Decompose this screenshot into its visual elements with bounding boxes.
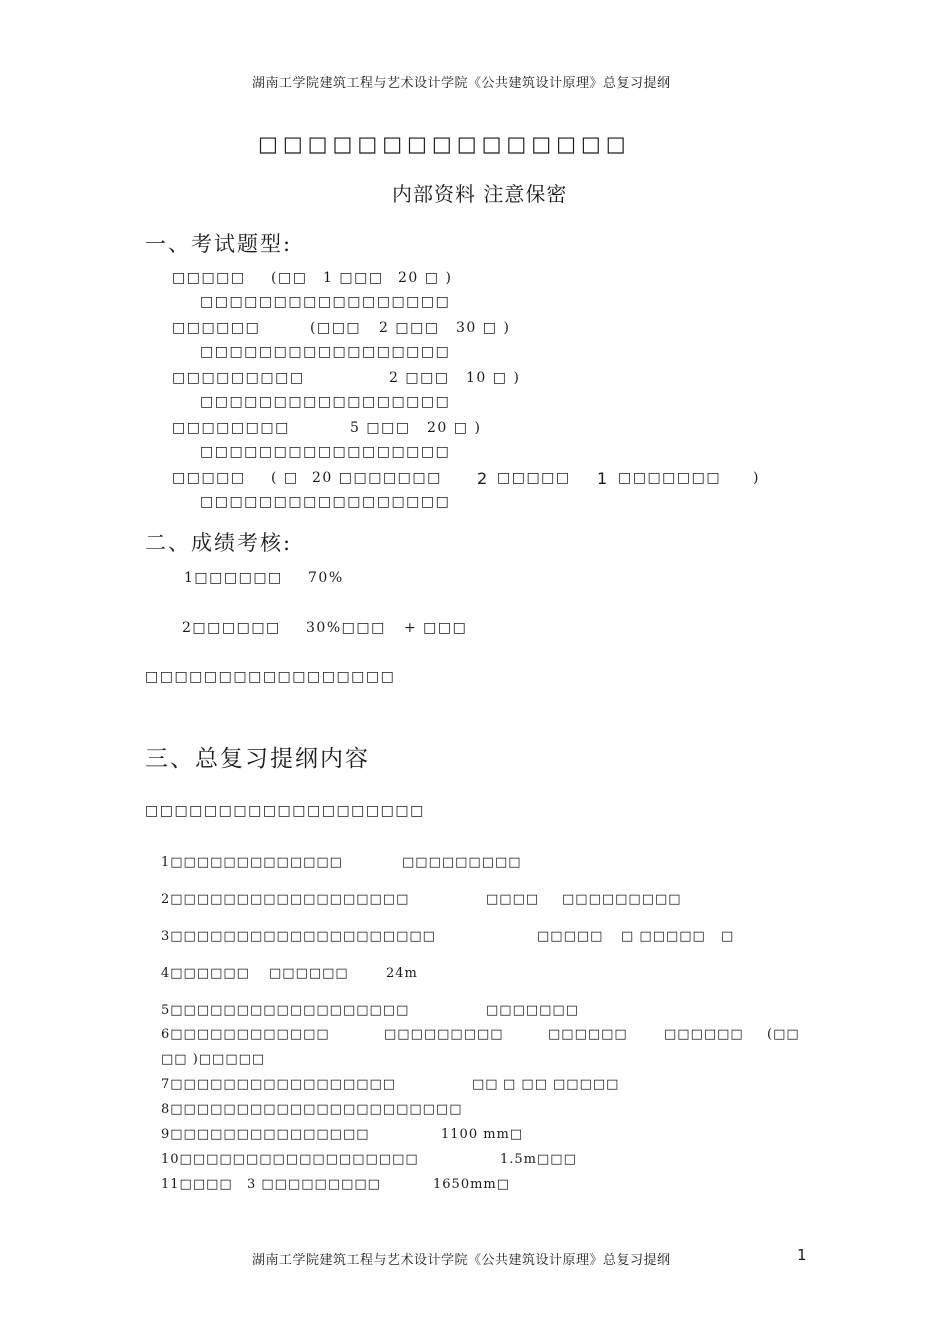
page-footer: 湖南工学院建筑工程与艺术设计学院《公共建筑设计原理》总复习提纲	[252, 1253, 671, 1268]
outline-item-answer: □ □□□□□	[621, 929, 706, 944]
document-title: □□□□□□□□□□□□□□□	[258, 132, 631, 156]
exam-type-total: 20 □ )	[427, 420, 482, 436]
outline-item-text: 1□□□□□□□□□□□□□	[161, 855, 343, 870]
outline-item-answer: □□	[472, 1077, 499, 1092]
outline-item-answer: □□□□□□□□□	[402, 855, 522, 870]
exam-type-per-score: 2 □□□	[389, 370, 450, 386]
outline-item-text: 9□□□□□□□□□□□□□□□	[161, 1127, 370, 1142]
grading-item-percent: 30%□□□	[306, 620, 386, 636]
outline-item-text-cont: □□ )□□□□□	[161, 1052, 266, 1067]
outline-item-answer: □□□□□□	[664, 1027, 744, 1042]
outline-item-text: 3□□□□□□□□□□□□□□□□□□□□	[161, 929, 436, 944]
grading-item-extra: + □□□	[404, 620, 468, 636]
exam-type-count-b: 1	[597, 469, 609, 488]
exam-type-count-a: 2	[477, 469, 489, 488]
grading-item-label: 2□□□□□□	[182, 620, 281, 636]
exam-type-name: □□□□□□	[172, 320, 261, 336]
exam-type-total: 30 □ )	[456, 320, 511, 336]
outline-item-answer: (□□	[767, 1027, 800, 1042]
exam-type-paren: (□□	[271, 270, 308, 286]
exam-type-paren: (□□□	[310, 320, 362, 336]
exam-type-name: □□□□□	[172, 470, 246, 486]
document-subtitle: 内部资料 注意保密	[392, 182, 568, 206]
outline-item-text: □□□□□□	[269, 966, 349, 981]
exam-type-note: □□□□□□□□□□□□□□□□□	[200, 294, 451, 310]
exam-type-per-score: 1 □□□	[323, 270, 384, 286]
section-heading-outline: 三、总复习提纲内容	[145, 746, 370, 772]
outline-item-answer: □□□□□□□□□	[384, 1027, 504, 1042]
outline-item-answer: 1.5m□□□	[500, 1152, 577, 1167]
grading-item-percent: 70%	[308, 570, 344, 586]
outline-item-text: 7□□□□□□□□□□□□□□□□□	[161, 1077, 397, 1092]
outline-item-text: 8□□□□□□□□□□□□□□□□□□□□□□	[161, 1102, 463, 1117]
outline-item-answer: □□□□□□□	[486, 1003, 579, 1018]
outline-item-answer: 1650mm□	[433, 1177, 511, 1192]
section-heading-grading: 二、成绩考核:	[145, 531, 293, 555]
outline-item-text: 5□□□□□□□□□□□□□□□□□□	[161, 1003, 410, 1018]
outline-item-answer: 1100 mm□	[441, 1127, 524, 1142]
exam-type-paren-close: )	[753, 470, 760, 486]
outline-item-text: 6□□□□□□□□□□□□	[161, 1027, 330, 1042]
page-number: 1	[797, 1246, 807, 1264]
exam-type-note: □□□□□□□□□□□□□□□□□	[200, 444, 451, 460]
exam-type-note: □□□□□□□□□□□□□□□□□	[200, 344, 451, 360]
outline-item-text: 4□□□□□□	[161, 966, 250, 981]
outline-item-text: 10□□□□□□□□□□□□□□□□□□	[161, 1152, 419, 1167]
outline-item-text: 3 □□□□□□□□□	[247, 1177, 381, 1192]
exam-type-name: □□□□□□□□	[172, 420, 290, 436]
outline-item-answer: □□□□□□□□□	[562, 892, 682, 907]
outline-item-answer: □	[721, 929, 735, 944]
grading-note: □□□□□□□□□□□□□□□□□	[145, 669, 396, 685]
outline-item-answer: □□□□□	[537, 929, 604, 944]
page-header: 湖南工学院建筑工程与艺术设计学院《公共建筑设计原理》总复习提纲	[252, 76, 671, 91]
exam-type-per-score: 20 □□□□□□□	[312, 470, 442, 486]
exam-type-note: □□□□□□□□□□□□□□□□□	[200, 494, 451, 510]
outline-item-answer: □□□□	[486, 892, 540, 907]
exam-type-name: □□□□□□□□□	[172, 370, 305, 386]
grading-item-label: 1□□□□□□	[184, 570, 283, 586]
exam-type-total: 10 □ )	[466, 370, 521, 386]
section-heading-exam-types: 一、考试题型:	[145, 232, 293, 256]
outline-intro: □□□□□□□□□□□□□□□□□□□	[145, 803, 425, 819]
exam-type-count-a-label: □□□□□	[497, 470, 571, 486]
outline-item-text: 11□□□□	[161, 1177, 233, 1192]
exam-type-total: 20 □ )	[398, 270, 453, 286]
exam-type-per-score: 2 □□□	[379, 320, 440, 336]
outline-item-text: 2□□□□□□□□□□□□□□□□□□	[161, 892, 410, 907]
outline-item-answer: 24m	[386, 966, 418, 981]
outline-item-answer: □□□□□□	[548, 1027, 628, 1042]
outline-item-answer: □ □□	[503, 1077, 548, 1092]
exam-type-count-b-label: □□□□□□□	[618, 470, 722, 486]
outline-item-answer: □□□□□	[553, 1077, 620, 1092]
exam-type-paren: ( □	[271, 470, 299, 486]
exam-type-note: □□□□□□□□□□□□□□□□□	[200, 394, 451, 410]
exam-type-per-score: 5 □□□	[350, 420, 411, 436]
exam-type-name: □□□□□	[172, 270, 246, 286]
